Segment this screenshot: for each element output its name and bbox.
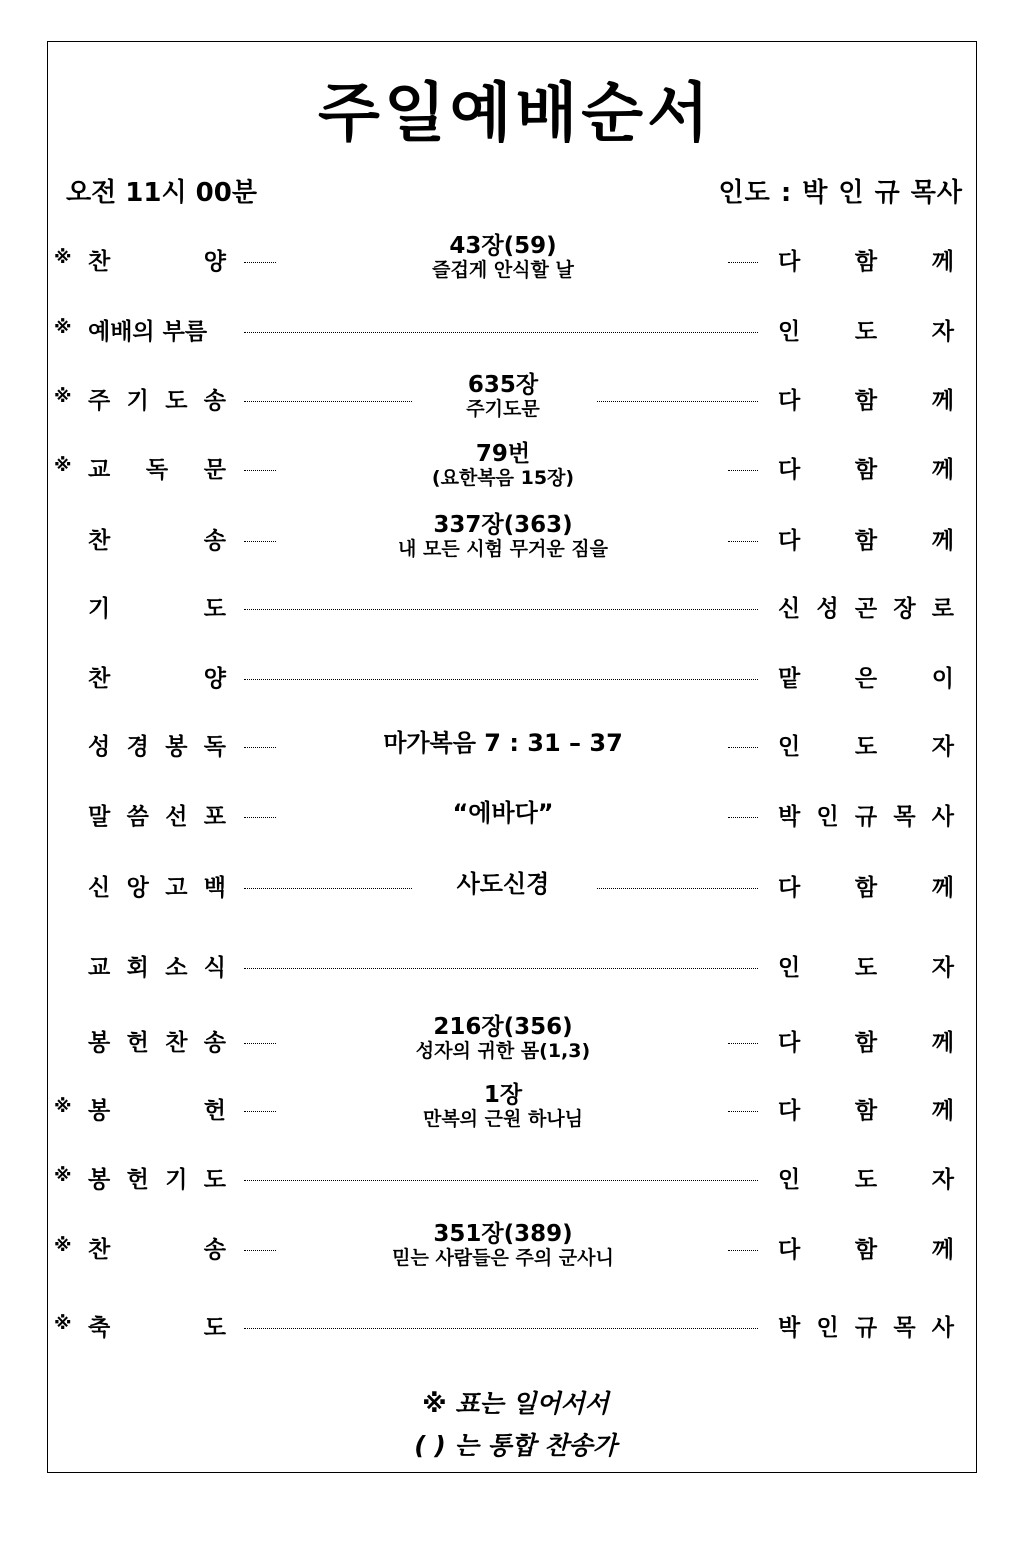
item-leader-char: 인 xyxy=(778,734,801,760)
item-leader-char: 자 xyxy=(931,1167,954,1193)
hymn-title: (요한복음 15장) xyxy=(431,467,575,489)
dotted-leader xyxy=(244,1328,758,1329)
item-name-char: 봉 xyxy=(88,1030,111,1056)
item-name-char: 선 xyxy=(165,804,188,830)
item-detail xyxy=(330,372,676,420)
item-name-char: 도 xyxy=(203,596,226,622)
item-leader-char: 곤 xyxy=(854,596,878,622)
item-name-char: 교 xyxy=(88,457,111,483)
item-name-char: 소 xyxy=(165,955,188,981)
item-name-char: 찬 xyxy=(88,249,111,275)
dotted-leader xyxy=(597,401,758,402)
service-leader: 인도 : 박 인 규 목사 xyxy=(718,178,963,208)
item-leader-char: 다 xyxy=(778,1030,801,1056)
item-leader-char: 자 xyxy=(931,734,954,760)
dotted-leader xyxy=(244,817,276,818)
item-leader-char: 께 xyxy=(931,249,954,275)
dotted-leader xyxy=(244,747,276,748)
item-leader-char: 인 xyxy=(778,955,801,981)
item-detail xyxy=(330,441,676,489)
item-leader-char: 다 xyxy=(778,249,801,275)
item-detail xyxy=(330,869,676,899)
item-name xyxy=(88,1231,226,1264)
item-leader-char: 함 xyxy=(854,1098,878,1124)
item-leader-char: 께 xyxy=(931,528,954,554)
item-leader-char: 함 xyxy=(854,875,878,901)
item-leader-char: 함 xyxy=(854,1030,878,1056)
item-name-char: 헌 xyxy=(203,1098,226,1124)
item-leader-char: 도 xyxy=(854,1167,878,1193)
item-leader-char: 다 xyxy=(778,875,801,901)
dotted-leader xyxy=(244,1250,276,1251)
dotted-leader xyxy=(244,262,276,263)
item-name-char: 독 xyxy=(145,457,169,483)
item-leader xyxy=(778,1092,954,1125)
item-name xyxy=(88,451,226,484)
item-name-char: 도 xyxy=(203,1315,226,1341)
item-leader-char: 다 xyxy=(778,1098,801,1124)
item-name-char: 포 xyxy=(203,804,226,830)
item-leader-char: 도 xyxy=(854,955,878,981)
item-name-char: 송 xyxy=(203,1237,226,1263)
item-name-char: 찬 xyxy=(88,528,111,554)
dotted-leader xyxy=(244,1180,758,1181)
item-name-char: 송 xyxy=(203,1030,226,1056)
item-leader-char: 함 xyxy=(854,1237,878,1263)
item-name-char: 씀 xyxy=(126,804,149,830)
item-name-char: 문 xyxy=(203,457,226,483)
item-name-char: 독 xyxy=(203,734,226,760)
item-name-char: 주 xyxy=(88,388,111,414)
hymn-number: 43장(59) xyxy=(449,233,557,259)
item-detail xyxy=(330,798,676,828)
item-name xyxy=(88,1161,226,1194)
item-name xyxy=(88,522,226,555)
item-leader-char: 께 xyxy=(931,875,954,901)
item-name-char: 송 xyxy=(203,528,226,554)
footer-note-hymnal: ( ) 는 통합 찬송가 xyxy=(414,1431,617,1460)
item-leader-char: 박 xyxy=(778,804,801,830)
item-name-char: 기 xyxy=(88,596,111,622)
detail-text: “에바다” xyxy=(452,799,554,827)
item-name-char: 기 xyxy=(126,388,149,414)
dotted-leader xyxy=(244,1043,276,1044)
item-leader-char: 함 xyxy=(854,388,878,414)
item-leader-char: 규 xyxy=(854,804,878,830)
item-leader-char: 께 xyxy=(931,457,954,483)
item-leader-char: 신 xyxy=(778,596,801,622)
item-name-char: 송 xyxy=(203,388,226,414)
item-leader-char: 께 xyxy=(931,1030,954,1056)
detail-text: 마가복음 7 : 31 – 37 xyxy=(383,729,623,757)
standing-mark: ※ xyxy=(54,1235,72,1256)
item-name-char: 봉 xyxy=(165,734,188,760)
item-name-char: 헌 xyxy=(126,1167,149,1193)
item-leader xyxy=(778,590,954,623)
item-leader-char: 께 xyxy=(931,388,954,414)
dotted-leader xyxy=(244,541,276,542)
item-leader-char: 다 xyxy=(778,528,801,554)
item-detail xyxy=(330,728,676,758)
item-leader-char: 인 xyxy=(778,319,801,345)
item-name-char: 양 xyxy=(203,249,226,275)
item-name-char: 성 xyxy=(88,734,111,760)
item-name-char: 말 xyxy=(88,804,111,830)
item-leader-char: 은 xyxy=(854,666,878,692)
item-leader xyxy=(778,660,954,693)
item-leader xyxy=(778,869,954,902)
item-name-char: 봉 xyxy=(88,1167,111,1193)
item-name xyxy=(88,590,226,623)
item-name xyxy=(88,1024,226,1057)
item-name-char: 회 xyxy=(126,955,149,981)
item-leader-char: 자 xyxy=(931,319,954,345)
item-leader-char: 다 xyxy=(778,388,801,414)
item-name xyxy=(88,798,226,831)
dotted-leader xyxy=(244,679,758,680)
item-name xyxy=(88,1309,226,1342)
item-leader-char: 다 xyxy=(778,457,801,483)
item-leader-char: 성 xyxy=(816,596,839,622)
dotted-leader xyxy=(728,747,758,748)
hymn-title: 만복의 근원 하나님 xyxy=(422,1108,584,1130)
dotted-leader xyxy=(244,1111,276,1112)
item-name-char: 축 xyxy=(88,1315,111,1341)
footer-note-standing: ※ 표는 일어서서 xyxy=(422,1389,609,1418)
hymn-number: 216장(356) xyxy=(433,1014,573,1040)
item-leader-char: 인 xyxy=(816,1315,839,1341)
item-leader xyxy=(778,798,954,831)
item-name-char: 신 xyxy=(88,875,111,901)
dotted-leader xyxy=(597,888,758,889)
item-detail xyxy=(330,1221,676,1269)
item-name-char: 경 xyxy=(126,734,149,760)
item-detail xyxy=(330,512,676,560)
standing-mark: ※ xyxy=(54,317,72,338)
item-detail xyxy=(330,1082,676,1130)
dotted-leader xyxy=(728,1043,758,1044)
item-name-char: 헌 xyxy=(126,1030,149,1056)
item-leader-char: 로 xyxy=(931,596,954,622)
item-name-char: 식 xyxy=(203,955,226,981)
item-leader-char: 목 xyxy=(893,804,916,830)
hymn-number: 351장(389) xyxy=(433,1221,573,1247)
item-leader-char: 함 xyxy=(854,457,878,483)
hymn-number: 635장 xyxy=(467,372,539,398)
item-name-char: 백 xyxy=(203,875,226,901)
item-detail xyxy=(330,1014,676,1062)
item-leader xyxy=(778,1231,954,1264)
item-leader xyxy=(778,382,954,415)
item-name xyxy=(88,313,238,346)
item-leader-char: 도 xyxy=(854,734,878,760)
item-name-char: 기 xyxy=(165,1167,188,1193)
hymn-title: 즐겁게 안식할 날 xyxy=(432,259,574,281)
item-name xyxy=(88,728,226,761)
hymn-title: 성자의 귀한 몸(1,3) xyxy=(415,1040,591,1062)
hymn-number: 1장 xyxy=(483,1082,523,1108)
standing-mark: ※ xyxy=(54,386,72,407)
item-detail xyxy=(330,233,676,281)
dotted-leader xyxy=(728,262,758,263)
hymn-title: 믿는 사람들은 주의 군사니 xyxy=(392,1247,614,1269)
item-name-char: 봉 xyxy=(88,1098,111,1124)
item-leader-char: 규 xyxy=(854,1315,878,1341)
item-name xyxy=(88,660,226,693)
hymn-number: 79번 xyxy=(475,441,531,467)
item-leader-char: 이 xyxy=(931,666,954,692)
standing-mark: ※ xyxy=(54,1313,72,1334)
dotted-leader xyxy=(728,1250,758,1251)
item-leader-char: 께 xyxy=(931,1237,954,1263)
item-name xyxy=(88,243,226,276)
hymn-title: 주기도문 xyxy=(466,398,540,420)
item-leader xyxy=(778,522,954,555)
item-leader-char: 인 xyxy=(816,804,839,830)
item-leader-char: 께 xyxy=(931,1098,954,1124)
item-name-char: 찬 xyxy=(88,666,111,692)
dotted-leader xyxy=(244,609,758,610)
item-leader-char: 자 xyxy=(931,955,954,981)
item-name-char: 도 xyxy=(165,388,188,414)
standing-mark: ※ xyxy=(54,455,72,476)
item-leader xyxy=(778,313,954,346)
standing-mark: ※ xyxy=(54,1096,72,1117)
item-leader-char: 도 xyxy=(854,319,878,345)
dotted-leader xyxy=(244,332,758,333)
item-leader xyxy=(778,1309,954,1342)
service-time: 오전 11시 00분 xyxy=(66,178,257,208)
item-leader xyxy=(778,451,954,484)
item-leader-char: 맡 xyxy=(778,666,801,692)
dotted-leader xyxy=(728,541,758,542)
page-title: 주일예배순서 xyxy=(318,77,713,151)
dotted-leader xyxy=(728,470,758,471)
item-leader-char: 목 xyxy=(893,1315,916,1341)
item-leader xyxy=(778,1161,954,1194)
standing-mark: ※ xyxy=(54,1165,72,1186)
item-leader xyxy=(778,1024,954,1057)
item-name xyxy=(88,869,226,902)
item-name-char: 찬 xyxy=(88,1237,111,1263)
dotted-leader xyxy=(244,401,412,402)
item-name xyxy=(88,382,226,415)
item-leader xyxy=(778,949,954,982)
dotted-leader xyxy=(244,888,412,889)
item-leader xyxy=(778,243,954,276)
item-name xyxy=(88,949,226,982)
hymn-number: 337장(363) xyxy=(433,512,573,538)
item-name xyxy=(88,1092,226,1125)
dotted-leader xyxy=(728,817,758,818)
hymn-title: 내 모든 시험 무거운 짐을 xyxy=(398,538,608,560)
dotted-leader xyxy=(728,1111,758,1112)
item-leader-char: 박 xyxy=(778,1315,801,1341)
detail-text: 사도신경 xyxy=(456,870,550,898)
item-name-char: 앙 xyxy=(126,875,149,901)
item-name-char: 찬 xyxy=(165,1030,188,1056)
item-name-char: 양 xyxy=(203,666,226,692)
item-leader-char: 인 xyxy=(778,1167,801,1193)
item-leader-char: 사 xyxy=(931,1315,954,1341)
item-leader-char: 함 xyxy=(854,528,878,554)
item-name-char: 교 xyxy=(88,955,111,981)
dotted-leader xyxy=(244,470,276,471)
item-leader-char: 함 xyxy=(854,249,878,275)
item-name-char: 고 xyxy=(165,875,188,901)
standing-mark: ※ xyxy=(54,247,72,268)
item-leader xyxy=(778,728,954,761)
item-leader-char: 장 xyxy=(893,596,916,622)
item-name-char: 도 xyxy=(203,1167,226,1193)
dotted-leader xyxy=(244,968,758,969)
item-leader-char: 다 xyxy=(778,1237,801,1263)
item-leader-char: 사 xyxy=(931,804,954,830)
item-name-char: 예배의 부름 xyxy=(88,319,208,345)
